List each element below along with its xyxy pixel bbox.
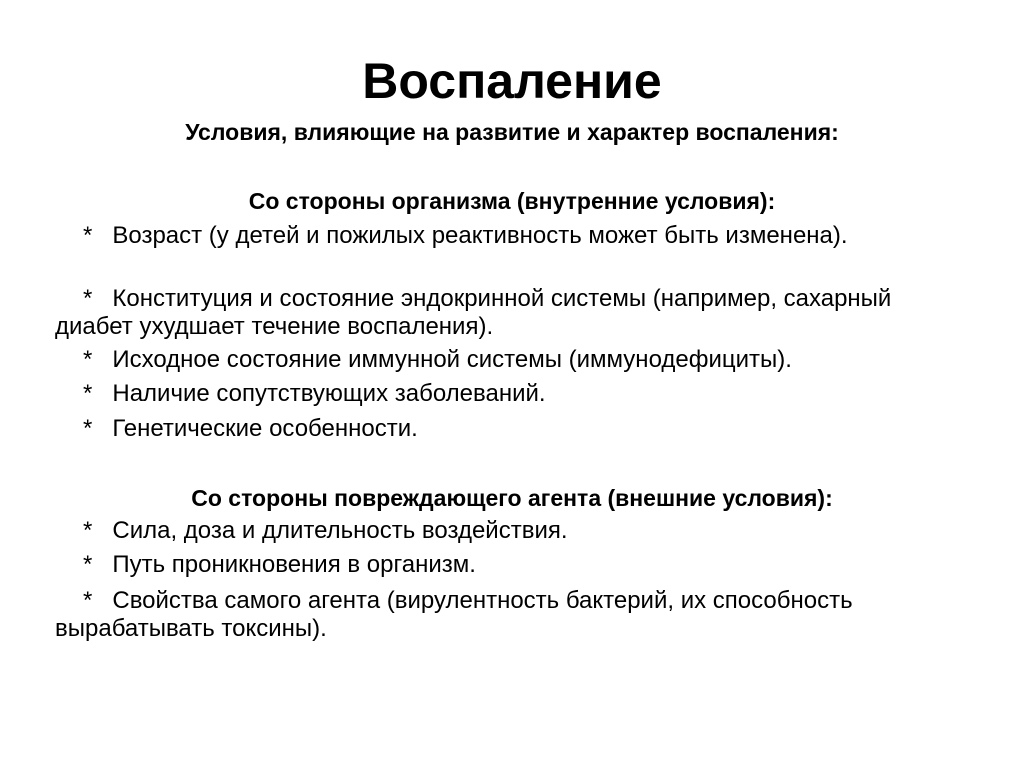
item-text: Исходное состояние иммунной системы (иммунодефициты). [112, 346, 792, 373]
bullet-icon: * [83, 346, 93, 373]
item-text: Возраст (у детей и пожилых реактивность может быть изменена). [112, 222, 848, 249]
list-item [55, 551, 955, 579]
bullet-icon: * [83, 285, 93, 312]
internal-heading: Со стороны организма (внутренние условия): [248, 188, 776, 214]
bullet-icon: * [83, 415, 93, 442]
item-text: Свойства самого агента (вирулентность бактерий, их способность вырабатывать токсины). [55, 587, 853, 642]
external-heading: Со стороны повреждающего агента (внешние условия): [191, 485, 833, 511]
bullet-icon: * [83, 380, 93, 407]
item-text: Сила, доза и длительность воздействия. [112, 517, 568, 544]
item-text: Путь проникновения в организм. [112, 551, 476, 578]
list-item [55, 222, 955, 250]
item-text: Наличие сопутствующих заболеваний. [112, 380, 546, 407]
list-item [55, 380, 955, 408]
list-item [55, 285, 955, 341]
item-text: Генетические особенности. [112, 415, 418, 442]
list-item [55, 517, 955, 545]
list-item [55, 587, 955, 643]
bullet-icon: * [83, 551, 93, 578]
bullet-icon: * [83, 517, 93, 544]
list-item [55, 346, 955, 374]
list-item [55, 415, 955, 443]
item-text: Конституция и состояние эндокринной системы (например, сахарный диабет ухудшает течение воспаления). [55, 285, 892, 340]
bullet-icon: * [83, 222, 93, 249]
slide-title: Воспаление [362, 53, 662, 109]
slide-subtitle: Условия, влияющие на развитие и характер воспаления: [185, 119, 839, 145]
bullet-icon: * [83, 587, 93, 614]
